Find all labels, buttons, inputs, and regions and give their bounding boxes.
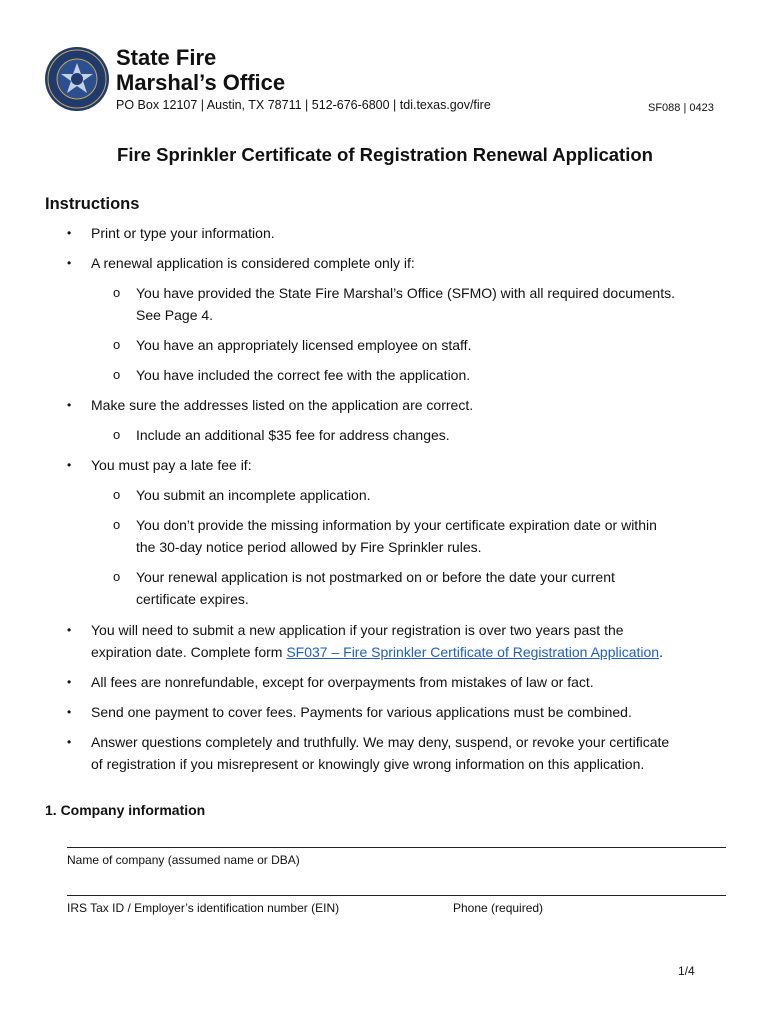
instruction-subitem: You have provided the State Fire Marshal’s Office (SFMO) with all required documents. <box>136 285 675 301</box>
bullet-icon: • <box>67 705 72 719</box>
bullet-icon: • <box>67 735 72 749</box>
instruction-subitem-cont: See Page 4. <box>136 307 214 323</box>
page-number: 1/4 <box>678 964 695 978</box>
company-name-input-line[interactable] <box>67 847 726 848</box>
bullet-icon: • <box>67 398 72 412</box>
ein-label: IRS Tax ID / Employer’s identification number (EIN) <box>67 901 340 915</box>
sub-bullet-icon: o <box>113 517 121 532</box>
instruction-subitem: Include an additional $35 fee for address changes. <box>136 427 450 443</box>
bullet-icon: • <box>67 458 72 472</box>
instruction-item-cont: of registration if you misrepresent or knowingly give wrong information on this application. <box>91 756 645 772</box>
sub-bullet-icon: o <box>113 427 121 442</box>
page-title: Fire Sprinkler Certificate of Registration Renewal Application <box>117 144 653 165</box>
instruction-item: You will need to submit a new application if your registration is over two years past the <box>91 622 624 638</box>
ein-phone-input-line[interactable] <box>67 895 726 896</box>
bullet-icon: • <box>67 623 72 637</box>
instructions-heading: Instructions <box>45 195 140 213</box>
instruction-subitem-cont: certificate expires. <box>136 591 249 607</box>
org-name-line1: State Fire <box>116 45 217 70</box>
sub-bullet-icon: o <box>113 487 121 502</box>
instruction-subitem: You have an appropriately licensed employee on staff. <box>136 337 472 353</box>
instruction-subitem: You don’t provide the missing information by your certificate expiration date or within <box>136 517 657 533</box>
form-code: SF088 | 0423 <box>648 102 714 114</box>
bullet-icon: • <box>67 226 72 240</box>
instruction-subitem-cont: the 30-day notice period allowed by Fire Sprinkler rules. <box>136 539 482 555</box>
bullet-icon: • <box>67 256 72 270</box>
org-name-line2: Marshal’s Office <box>116 70 286 95</box>
instruction-item: Print or type your information. <box>91 225 275 241</box>
sub-bullet-icon: o <box>113 337 121 352</box>
instruction-text: expiration date. Complete form <box>91 644 287 660</box>
instruction-item-cont <box>91 641 663 663</box>
instruction-item: All fees are nonrefundable, except for overpayments from mistakes of law or fact. <box>91 674 594 690</box>
phone-label: Phone (required) <box>453 901 544 915</box>
instruction-item: Answer questions completely and truthfully. We may deny, suspend, or revoke your certificate <box>91 734 670 750</box>
instruction-subitem: Your renewal application is not postmarked on or before the date your current <box>136 569 615 585</box>
instruction-subitem: You have included the correct fee with the application. <box>136 367 471 383</box>
instruction-item: A renewal application is considered complete only if: <box>91 255 415 271</box>
instruction-item: Send one payment to cover fees. Payments for various applications must be combined. <box>91 704 632 720</box>
company-name-label: Name of company (assumed name or DBA) <box>67 853 300 867</box>
sf037-form-link[interactable]: SF037 – Fire Sprinkler Certificate of Registration Application <box>286 644 660 660</box>
seal-icon <box>44 46 110 112</box>
bullet-icon: • <box>67 675 72 689</box>
section-heading-company-info: 1. Company information <box>45 802 206 818</box>
instruction-item: You must pay a late fee if: <box>91 457 252 473</box>
sub-bullet-icon: o <box>113 285 121 300</box>
org-address: PO Box 12107 | Austin, TX 78711 | 512-676-6800 | tdi.texas.gov/fire <box>116 98 491 112</box>
instruction-item: Make sure the addresses listed on the application are correct. <box>91 397 474 413</box>
instruction-text: . <box>659 644 663 660</box>
instruction-subitem: You submit an incomplete application. <box>136 487 371 503</box>
sub-bullet-icon: o <box>113 367 121 382</box>
sub-bullet-icon: o <box>113 569 121 584</box>
